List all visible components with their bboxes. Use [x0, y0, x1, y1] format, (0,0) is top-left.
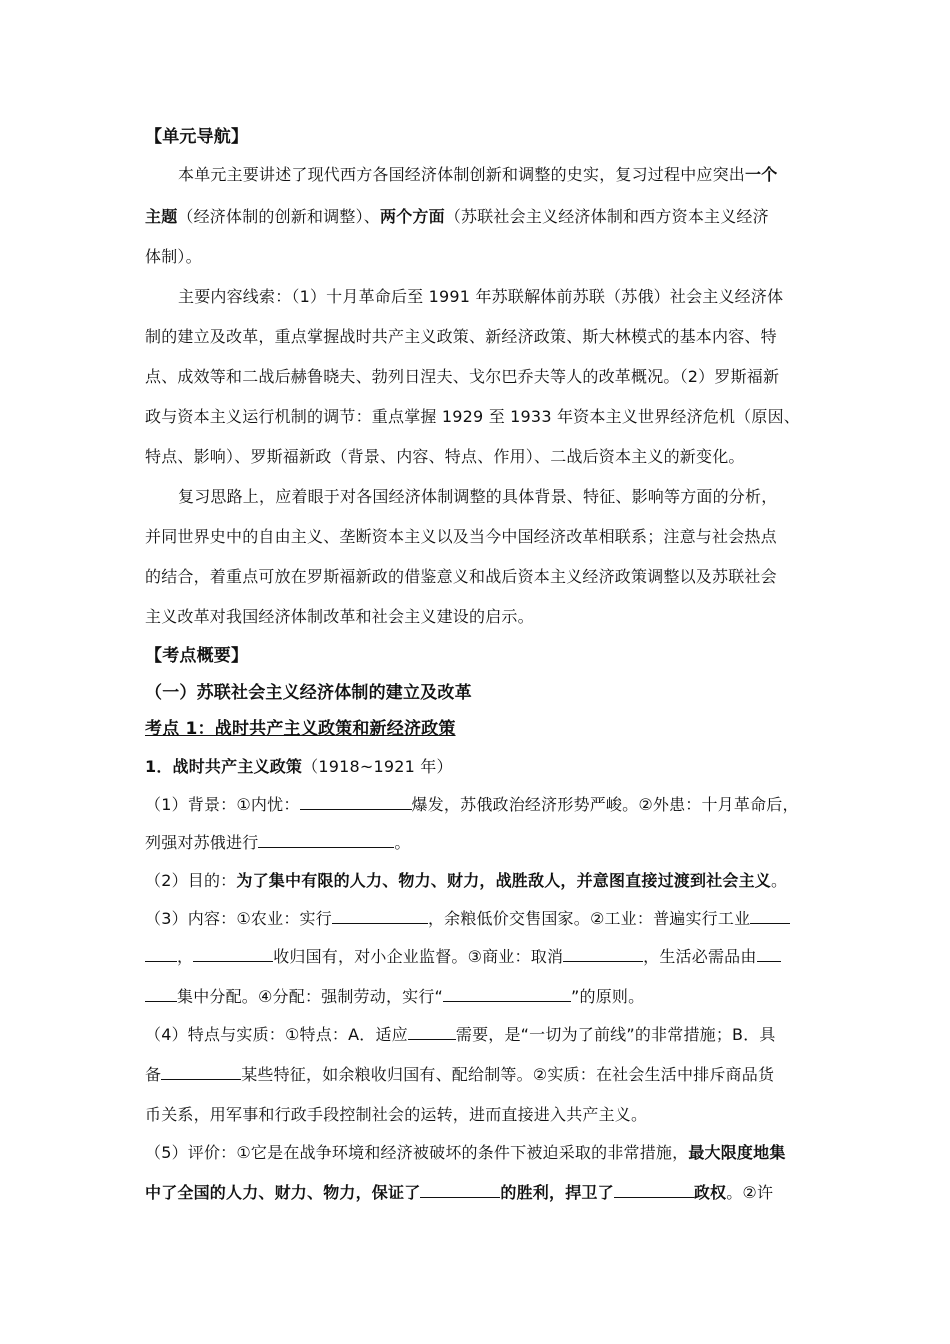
- unit-nav-p1-line1: [178, 164, 858, 186]
- fill-blank[interactable]: [614, 1182, 694, 1198]
- fill-blank[interactable]: [258, 832, 394, 848]
- fill-blank[interactable]: [750, 908, 790, 924]
- text: （苏联社会主义经济体制和西方资本主义经济: [444, 207, 769, 226]
- content-line1: [145, 908, 825, 930]
- text: ，: [177, 947, 194, 966]
- text: （5）评价：①它是在战争环境和经济被破坏的条件下被迫采取的非常措施，: [145, 1143, 689, 1162]
- text: ，余粮低价交售国家。②工业：普遍实行工业: [427, 909, 751, 928]
- unit-nav-p1-line3: 体制）。: [145, 247, 202, 266]
- evaluation-line2: [145, 1182, 825, 1204]
- bold-text: 中了全国的人力、财力、物力，保证了: [145, 1183, 421, 1202]
- text: 集中分配。④分配：强制劳动，实行“: [177, 987, 444, 1006]
- bold-text: 1．战时共产主义政策: [145, 757, 303, 776]
- text: 备: [145, 1065, 162, 1084]
- fill-blank[interactable]: [757, 946, 781, 962]
- text: 本单元主要讲述了现代西方各国经济体制创新和调整的史实，复习过程中应突出: [178, 165, 746, 184]
- text: （4）特点与实质：①特点：A．适应: [145, 1025, 408, 1044]
- text: （2）目的：: [145, 871, 237, 890]
- text: ，生活必需品由: [643, 947, 757, 966]
- unit-nav-p2-line1: 主要内容线索：（1）十月革命后至 1991 年苏联解体前苏联（苏俄）社会主义经济体: [178, 287, 784, 306]
- fill-blank[interactable]: [443, 986, 571, 1002]
- fill-blank[interactable]: [563, 946, 643, 962]
- unit-nav-p2-line2: 制的建立及改革，重点掌握战时共产主义政策、新经济政策、斯大林模式的基本内容、特: [145, 327, 777, 346]
- fill-blank[interactable]: [332, 908, 428, 924]
- exam-point-title: 考点 1：战时共产主义政策和新经济政策: [145, 719, 456, 739]
- unit-nav-p3-line2: 并同世界史中的自由主义、垄断资本主义以及当今中国经济改革相联系；注意与社会热点: [145, 527, 777, 546]
- unit-nav-p1-line2: [145, 206, 825, 228]
- text: 列强对苏俄进行: [145, 833, 259, 852]
- fill-blank[interactable]: [300, 794, 412, 810]
- background-line1: [145, 794, 825, 816]
- fill-blank[interactable]: [420, 1182, 500, 1198]
- bold-text: 最大限度地集: [688, 1143, 786, 1162]
- text: （1918~1921 年）: [302, 757, 453, 776]
- section-heading: （一）苏联社会主义经济体制的建立及改革: [145, 683, 472, 703]
- unit-nav-heading: 【单元导航】: [145, 127, 249, 147]
- fill-blank[interactable]: [408, 1024, 456, 1040]
- fill-blank[interactable]: [145, 986, 177, 1002]
- unit-nav-p3-line1: 复习思路上，应着眼于对各国经济体制调整的具体背景、特征、影响等方面的分析，: [178, 487, 778, 506]
- content-line3: [145, 986, 825, 1008]
- bold-text: 为了集中有限的人力、物力、财力，战胜敌人，并意图直接过渡到社会主义: [236, 871, 771, 890]
- item-title: [145, 756, 825, 778]
- feature-line2: [145, 1064, 825, 1086]
- feature-line1: [145, 1024, 825, 1046]
- text: （经济体制的创新和调整）、: [177, 207, 381, 226]
- content-line2: [145, 946, 825, 968]
- unit-nav-p3-line3: 的结合，着重点可放在罗斯福新政的借鉴意义和战后资本主义经济政策调整以及苏联社会: [145, 567, 777, 586]
- unit-nav-p2-line4: 政与资本主义运行机制的调节：重点掌握 1929 至 1933 年资本主义世界经济危机（原因、: [145, 407, 800, 426]
- bold-text: 主题: [145, 207, 178, 226]
- fill-blank[interactable]: [161, 1064, 241, 1080]
- unit-nav-p2-line5: 特点、影响）、罗斯福新政（背景、内容、特点、作用）、二战后资本主义的新变化。: [145, 447, 745, 466]
- unit-nav-p3-line4: 主义改革对我国经济体制改革和社会主义建设的启示。: [145, 607, 534, 626]
- text: 需要，是“一切为了前线”的非常措施；B．具: [455, 1025, 776, 1044]
- overview-heading: 【考点概要】: [145, 646, 249, 666]
- text: 。: [771, 871, 788, 890]
- text: 。: [394, 833, 411, 852]
- bold-text: 政权: [693, 1183, 727, 1202]
- unit-nav-p2-line3: 点、成效等和二战后赫鲁晓夫、勃列日涅夫、戈尔巴乔夫等人的改革概况。（2）罗斯福新: [145, 367, 780, 386]
- text: 某些特征，如余粮收归国有、配给制等。②实质：在社会生活中排斥商品货: [241, 1065, 775, 1084]
- text: 收归国有，对小企业监督。③商业：取消: [273, 947, 564, 966]
- bold-text: 两个方面: [380, 207, 445, 226]
- feature-line3: 币关系，用军事和行政手段控制社会的运转，进而直接进入共产主义。: [145, 1105, 648, 1124]
- evaluation-line1: [145, 1142, 825, 1164]
- fill-blank[interactable]: [145, 946, 177, 962]
- bold-text: 的胜利，捍卫了: [500, 1183, 614, 1202]
- text: 爆发，苏俄政治经济形势严峻。②外患：十月革命后，: [411, 795, 799, 814]
- text: （3）内容：①农业：实行: [145, 909, 332, 928]
- text: ”的原则。: [571, 987, 645, 1006]
- background-line2: [145, 832, 825, 854]
- goal-line: [145, 870, 825, 892]
- text: 。②许: [726, 1183, 774, 1202]
- text: （1）背景：①内忧：: [145, 795, 300, 814]
- fill-blank[interactable]: [193, 946, 273, 962]
- bold-text: 一个: [745, 165, 778, 184]
